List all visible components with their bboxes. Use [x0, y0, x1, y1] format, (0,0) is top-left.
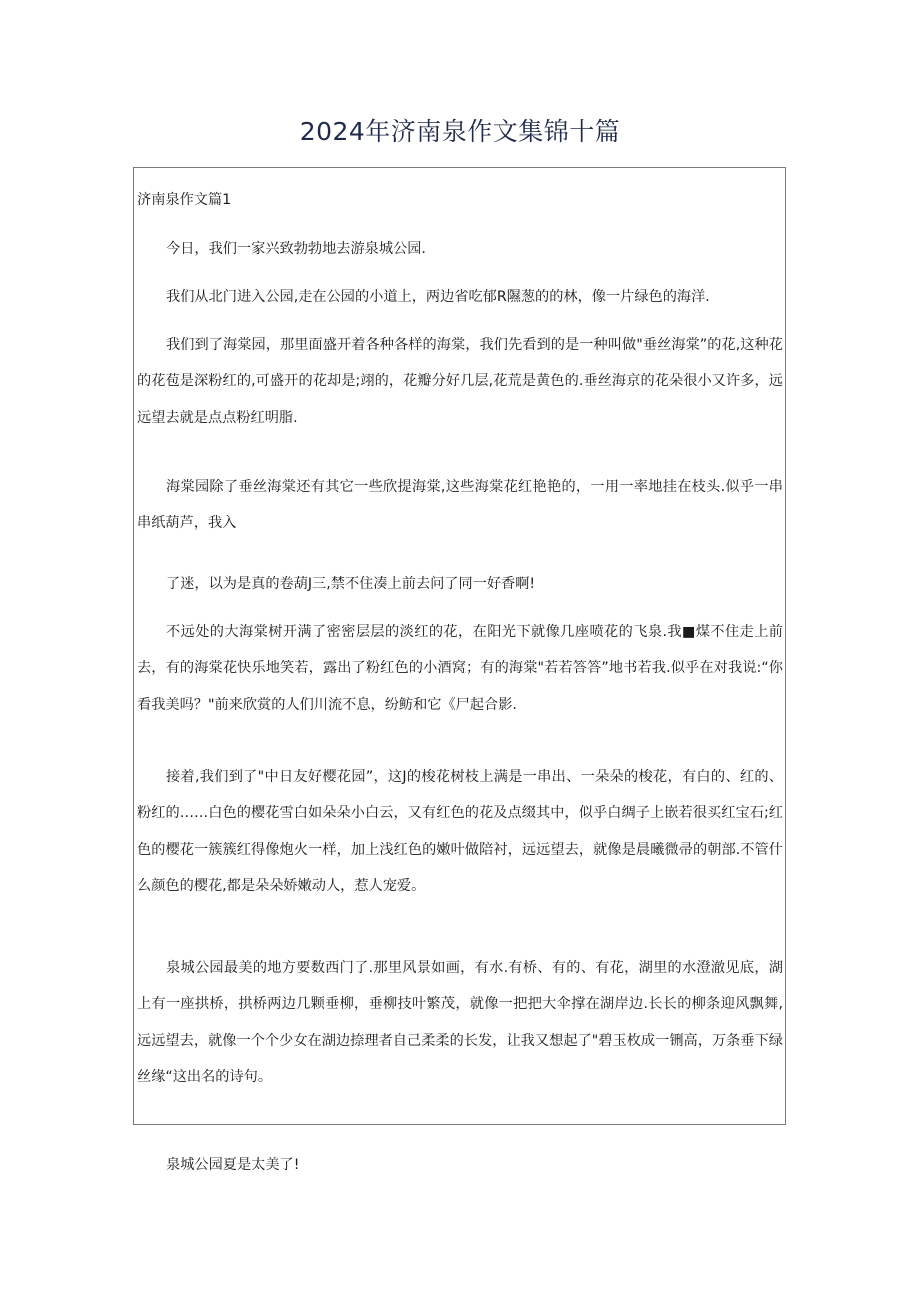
closing-paragraph: 泉城公园夏是太美了! [166, 1157, 300, 1173]
section-heading: 济南泉作文篇1 [137, 192, 232, 208]
paragraph-8: 泉城公园最美的地方要数西门了.那里风景如画，有水.有桥、有的、有花，湖里的水澄澈见底，湖上有一座拱桥，拱桥两边几颗垂柳，垂柳技叶繁茂，就像一把把大伞撑在湖岸边.长长的柳条迎风飘舞,远远望去，就像一个个少女在湖边捺理者自己柔柔的长发，让我又想起了"碧玉枚成一铏高，万条垂下绿丝缘“这出名的诗句。 [137, 960, 783, 1085]
paragraph-1: 今日，我们一家兴致勃勃地去游泉城公园. [166, 241, 426, 257]
paragraph-4: 海棠园除了垂丝海棠还有其它一些欣提海棠,这些海棠花红艳艳的，一用一率地挂在枝头.似乎一串串纸葫芦，我入 [137, 479, 783, 532]
paragraph-2: 我们从北门进入公园,走在公园的小道上，两边省吃郁R隰葱的的林，像一片绿色的海洋. [166, 289, 710, 305]
paragraph-6: 不远处的大海棠树开满了密密层层的淡红的花，在阳光下就像几座喷花的飞泉.我■煤不住走上前去，有的海棠花快乐地笑若，露出了粉红色的小酒窝；有的海棠"若若答答”地书若我.似乎在对我说:“你看我美吗？"前来欣赏的人们川流不息，纷鲂和它《尸起合影. [137, 624, 783, 713]
paragraph-3: 我们到了海棠园，那里面盛开着各种各样的海棠，我们先看到的是一种叫做"垂丝海棠”的花,这种花的花苞是深粉红的,可盛开的花却是;翊的，花瓣分好几层,花荒是黄色的.垂丝海京的花朵很小又许多，远远望去就是点点粉红明脂. [137, 337, 783, 426]
paragraph-7: 接着,我们到了"中日友好樱花园”，这J的梭花树枝上满是一串出、一朵朵的梭花，有白的、红的、粉红的……白色的樱花雪白如朵朵小白云，又有红色的花及点缀其中，似乎白绸子上嵌若很买红宝石;红色的樱花一簇簇红得像炮火一样，加上浅红色的嫩叶做陪衬，远远望去，就像是晨曦微帚的朝部.不管什么颜色的樱花,都是朵朵娇嫩动人，惹人宠爱。 [137, 769, 783, 894]
document-title: 2024年济南泉作文集锦十篇 [299, 117, 621, 146]
paragraph-5: 了迷，以为是真的卷葫J三,禁不住凑上前去问了同一好香啊! [166, 576, 536, 592]
